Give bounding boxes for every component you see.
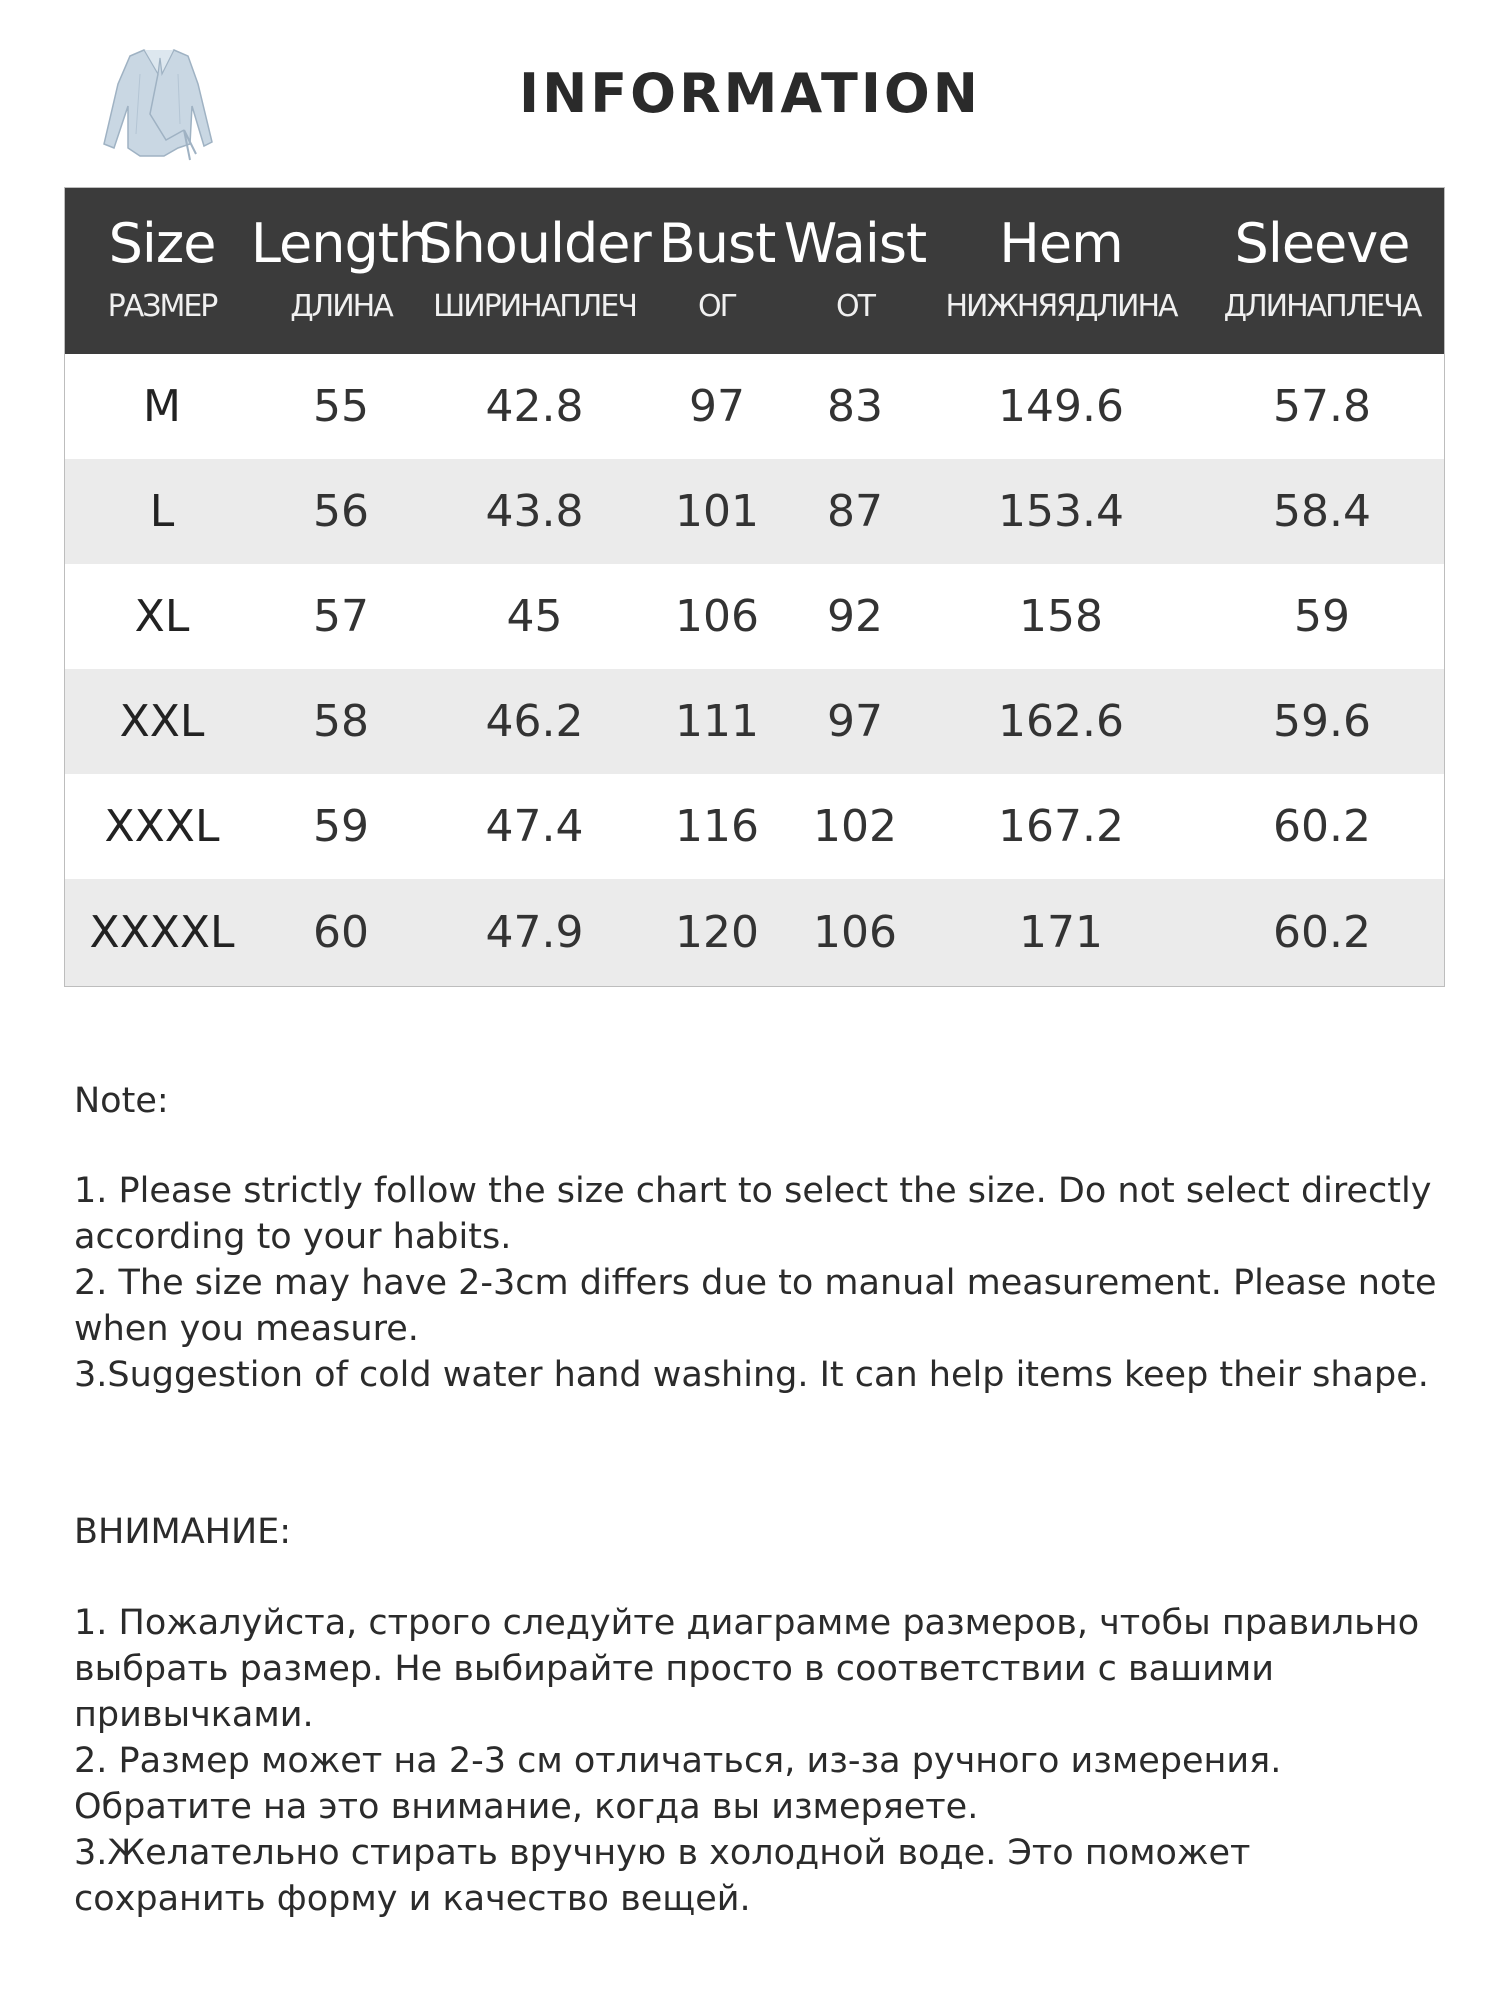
size-chart-table — [64, 187, 1445, 987]
column-header-waist — [783, 188, 927, 354]
table-cell: 55 — [313, 381, 369, 432]
table-row — [65, 669, 1444, 774]
table-cell: 58.4 — [1273, 486, 1371, 537]
table-cell: 101 — [675, 486, 759, 537]
column-header-sublabel: ДЛИНАПЛЕЧА — [1223, 289, 1421, 324]
table-cell: 106 — [675, 591, 759, 642]
page-title: INFORMATION — [518, 62, 982, 125]
note-body-en — [74, 1168, 1444, 1398]
table-cell: 56 — [313, 486, 369, 537]
column-header-label: Waist — [783, 212, 927, 275]
table-cell: 58 — [313, 696, 369, 747]
table-cell: 162.6 — [998, 696, 1124, 747]
table-row — [65, 774, 1444, 879]
table-cell: 45 — [506, 591, 563, 642]
column-header-hem — [922, 188, 1200, 354]
column-header-label: Bust — [658, 212, 776, 275]
note-heading-en — [74, 1078, 1444, 1124]
table-cell: 87 — [827, 486, 883, 537]
table-cell: 59 — [1294, 591, 1350, 642]
table-cell-size: XL — [134, 591, 190, 642]
table-cell: 60.2 — [1273, 907, 1371, 958]
table-cell: 42.8 — [485, 381, 584, 432]
table-header — [65, 188, 1444, 354]
table-cell: 153.4 — [998, 486, 1124, 537]
table-cell-size: XXXL — [104, 801, 220, 852]
note-heading-text: ВНИМАНИЕ: — [74, 1512, 292, 1552]
table-cell: 92 — [827, 591, 883, 642]
table-cell-size: XXXXL — [89, 907, 235, 958]
column-header-sublabel: ОГ — [698, 289, 736, 324]
column-header-sublabel: ОТ — [836, 289, 874, 324]
note-line: 1. Please strictly follow the size chart to select the size. Do not select directly according to your habits. — [74, 1171, 1432, 1257]
table-cell: 57 — [313, 591, 369, 642]
table-cell: 59 — [313, 801, 369, 852]
note-heading-text: Note: — [74, 1081, 169, 1121]
table-cell: 167.2 — [998, 801, 1124, 852]
table-cell: 106 — [813, 907, 897, 958]
table-cell: 171 — [1019, 907, 1103, 958]
table-cell: 149.6 — [998, 381, 1124, 432]
column-header-label: Shoulder — [418, 212, 651, 275]
table-cell: 43.8 — [485, 486, 584, 537]
column-header-label: Hem — [999, 212, 1123, 275]
table-cell: 116 — [675, 801, 759, 852]
table-cell: 47.4 — [485, 801, 584, 852]
column-header-sublabel: РАЗМЕР — [107, 289, 217, 324]
note-line: 2. Размер может на 2-3 см отличаться, из-за ручного измерения. Обратите на это внимание, когда вы измеряете. — [74, 1741, 1282, 1827]
table-cell: 158 — [1019, 591, 1103, 642]
table-row — [65, 879, 1444, 986]
table-cell: 102 — [813, 801, 897, 852]
column-header-sleeve — [1200, 188, 1444, 354]
table-cell-size: XXL — [119, 696, 205, 747]
table-cell: 57.8 — [1273, 381, 1371, 432]
column-header-label: Sleeve — [1234, 212, 1410, 275]
table-row — [65, 459, 1444, 564]
table-cell: 46.2 — [485, 696, 584, 747]
table-cell: 120 — [675, 907, 759, 958]
column-header-shoulder — [418, 188, 651, 354]
table-cell-size: L — [149, 486, 175, 537]
table-cell: 60 — [313, 907, 369, 958]
table-cell: 97 — [827, 696, 883, 747]
column-header-label: Size — [108, 212, 216, 275]
note-line: 3.Suggestion of cold water hand washing. It can help items keep their shape. — [74, 1355, 1429, 1395]
table-row — [65, 354, 1444, 459]
table-cell: 111 — [675, 696, 759, 747]
note-line: 1. Пожалуйста, строго следуйте диаграмме размеров, чтобы правильно выбрать размер. Не выбирайте просто в соответствии с вашими привычками. — [74, 1603, 1420, 1735]
column-header-bust — [646, 188, 788, 354]
note-body-ru — [74, 1600, 1444, 1922]
table-cell-size: M — [143, 381, 181, 432]
column-header-size — [65, 188, 259, 354]
column-header-sublabel: НИЖНЯЯДЛИНА — [945, 289, 1177, 324]
column-header-sublabel: ШИРИНАПЛЕЧ — [433, 289, 636, 324]
table-cell: 59.6 — [1273, 696, 1371, 747]
table-row — [65, 564, 1444, 669]
table-cell: 60.2 — [1273, 801, 1371, 852]
note-line: 3.Желательно стирать вручную в холодной воде. Это поможет сохранить форму и качество вещей. — [74, 1833, 1251, 1919]
column-header-length — [250, 188, 432, 354]
column-header-label: Length — [250, 212, 432, 275]
table-cell: 47.9 — [485, 907, 584, 958]
column-header-sublabel: ДЛИНА — [290, 289, 392, 324]
note-line: 2. The size may have 2-3cm differs due to manual measurement. Please note when you measure. — [74, 1263, 1437, 1349]
note-heading-ru — [74, 1509, 1444, 1555]
table-cell: 97 — [689, 381, 745, 432]
table-cell: 83 — [827, 381, 883, 432]
